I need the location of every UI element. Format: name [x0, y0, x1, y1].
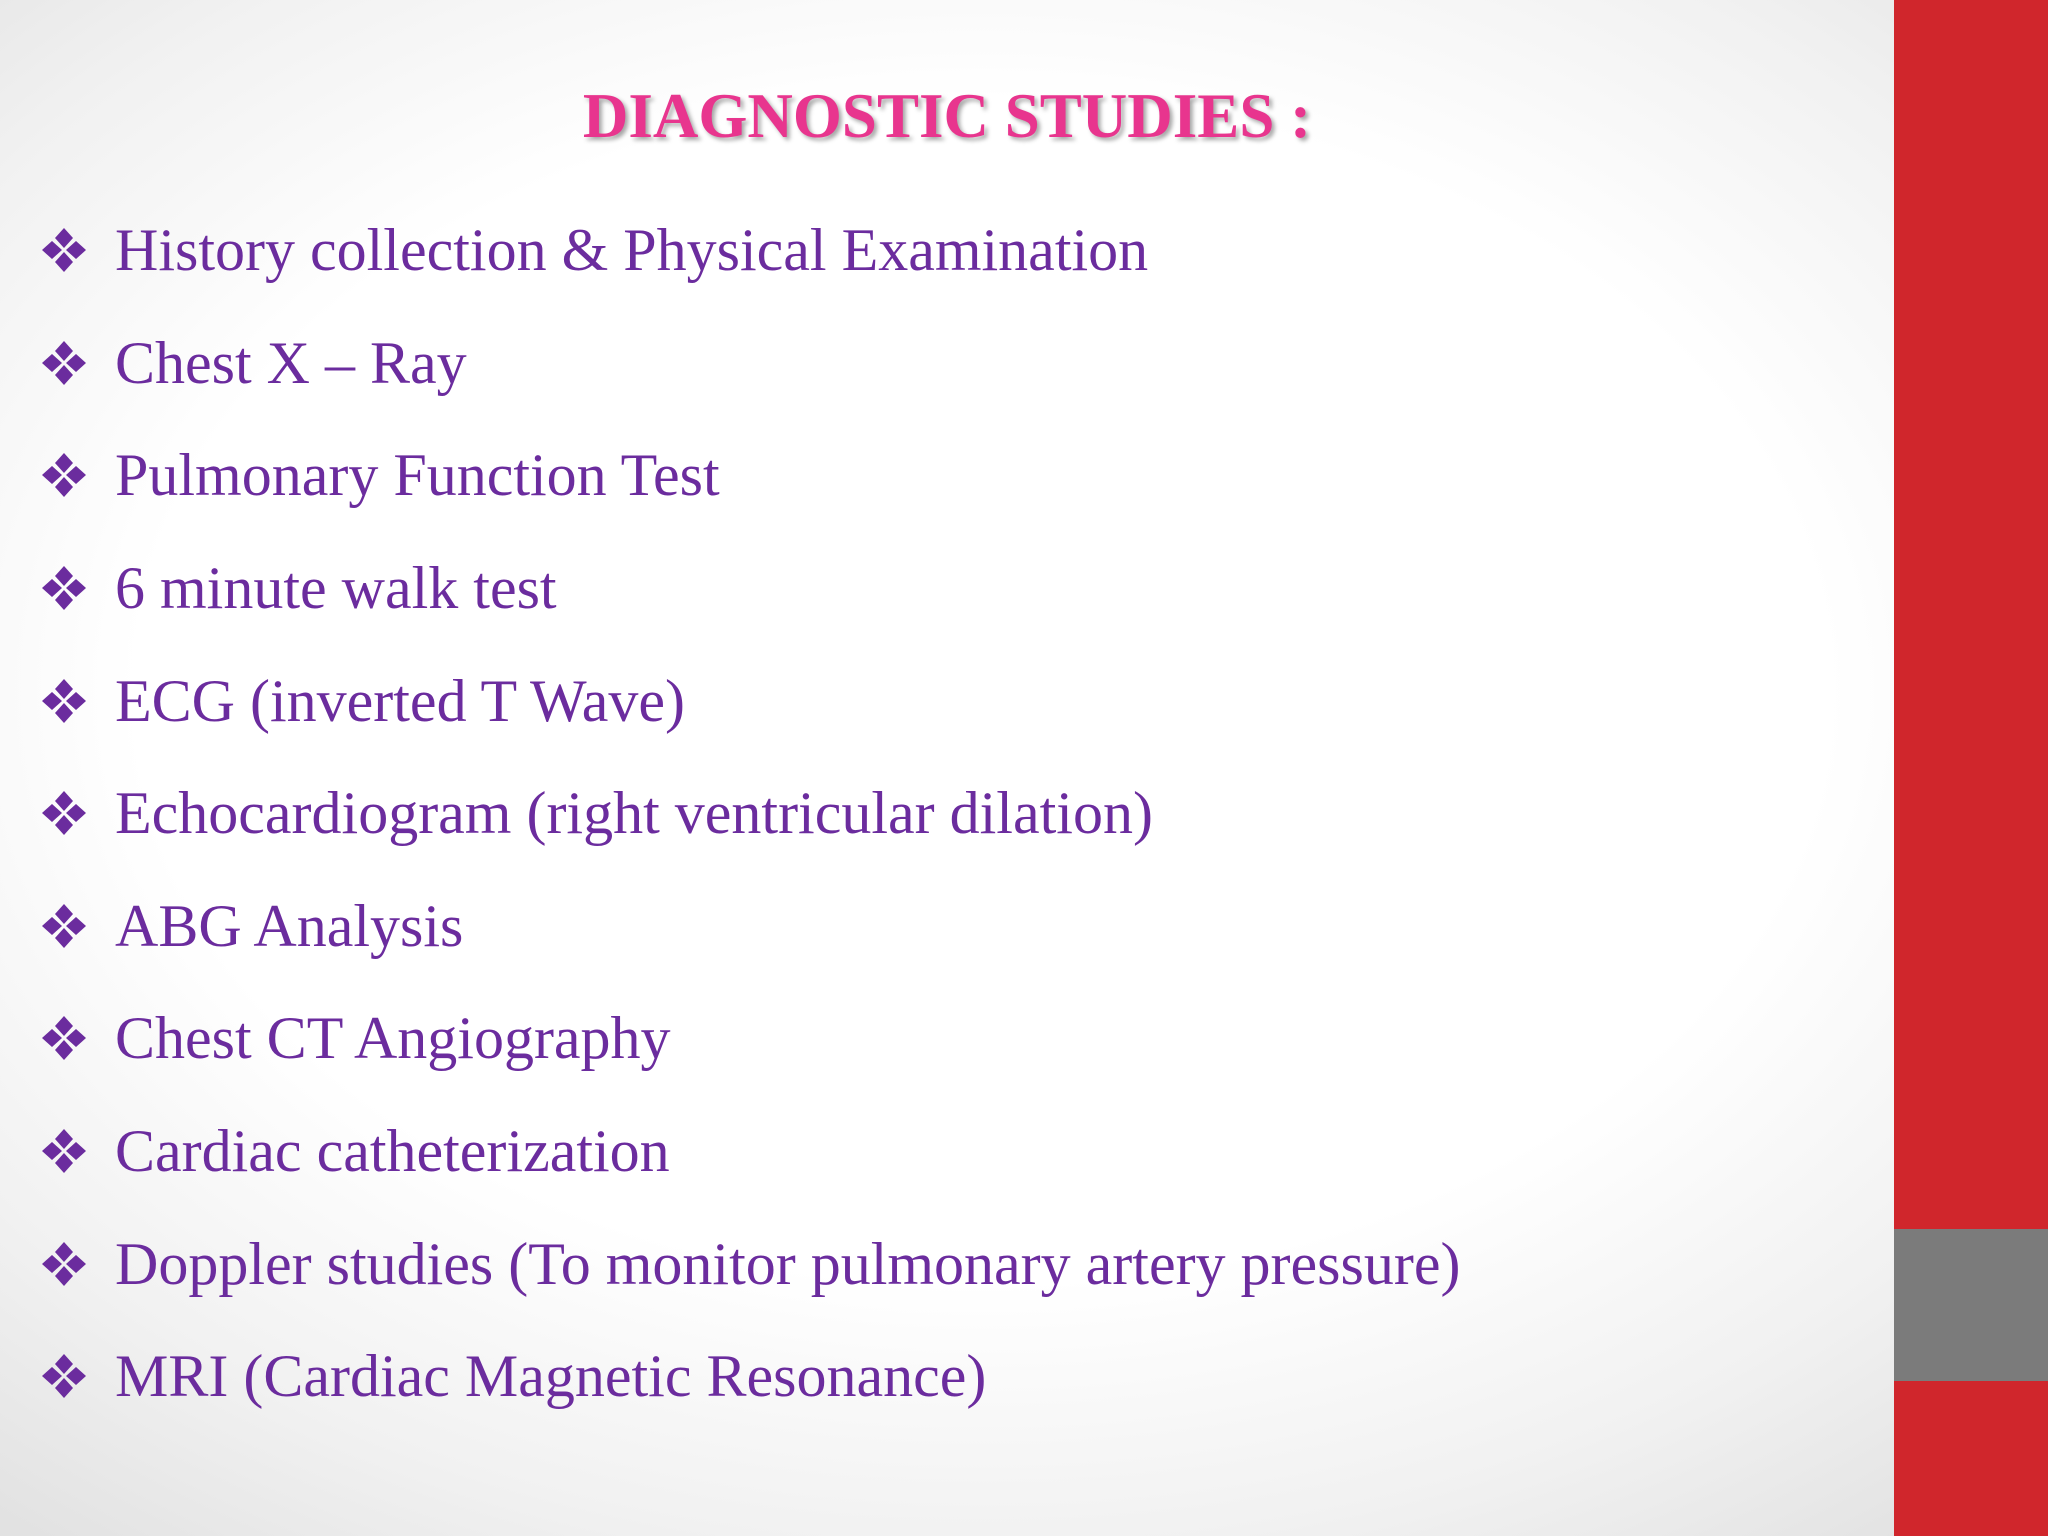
accent-side-bar-gray-block [1894, 1229, 2048, 1381]
four-diamond-bullet-icon [40, 226, 88, 274]
list-item-text: Cardiac catheterization [115, 1118, 670, 1185]
four-diamond-bullet-icon [40, 1240, 88, 1288]
four-diamond-bullet-icon [40, 902, 88, 950]
list-item-text: History collection & Physical Examination [115, 217, 1149, 284]
list-item [40, 870, 1460, 983]
list-item-text: 6 minute walk test [115, 555, 557, 622]
list-item-text: ECG (inverted T Wave) [115, 667, 686, 734]
bullet-list [40, 194, 1460, 1433]
list-item [40, 1320, 1460, 1433]
list-item [40, 982, 1460, 1095]
list-item [40, 644, 1460, 757]
list-item [40, 307, 1460, 420]
four-diamond-bullet-icon [40, 564, 88, 612]
four-diamond-bullet-icon [40, 451, 88, 499]
list-item-text: Echocardiogram (right ventricular dilation) [115, 780, 1153, 847]
four-diamond-bullet-icon [40, 1352, 88, 1400]
list-item [40, 194, 1460, 307]
list-item [40, 532, 1460, 645]
four-diamond-bullet-icon [40, 1014, 88, 1062]
slide-title: DIAGNOSTIC STUDIES : [582, 81, 1312, 151]
list-item [40, 419, 1460, 532]
four-diamond-bullet-icon [40, 789, 88, 837]
list-item-text: Pulmonary Function Test [115, 442, 720, 509]
list-item-text: Chest X – Ray [115, 329, 467, 396]
list-item-text: MRI (Cardiac Magnetic Resonance) [115, 1343, 987, 1410]
list-item [40, 1095, 1460, 1208]
list-item-text: Chest CT Angiography [115, 1005, 671, 1072]
list-item [40, 757, 1460, 870]
list-item-text: ABG Analysis [115, 892, 464, 959]
four-diamond-bullet-icon [40, 1127, 88, 1175]
list-item [40, 1207, 1460, 1320]
list-item-text: Doppler studies (To monitor pulmonary artery pressure) [115, 1230, 1461, 1297]
four-diamond-bullet-icon [40, 677, 88, 725]
four-diamond-bullet-icon [40, 339, 88, 387]
